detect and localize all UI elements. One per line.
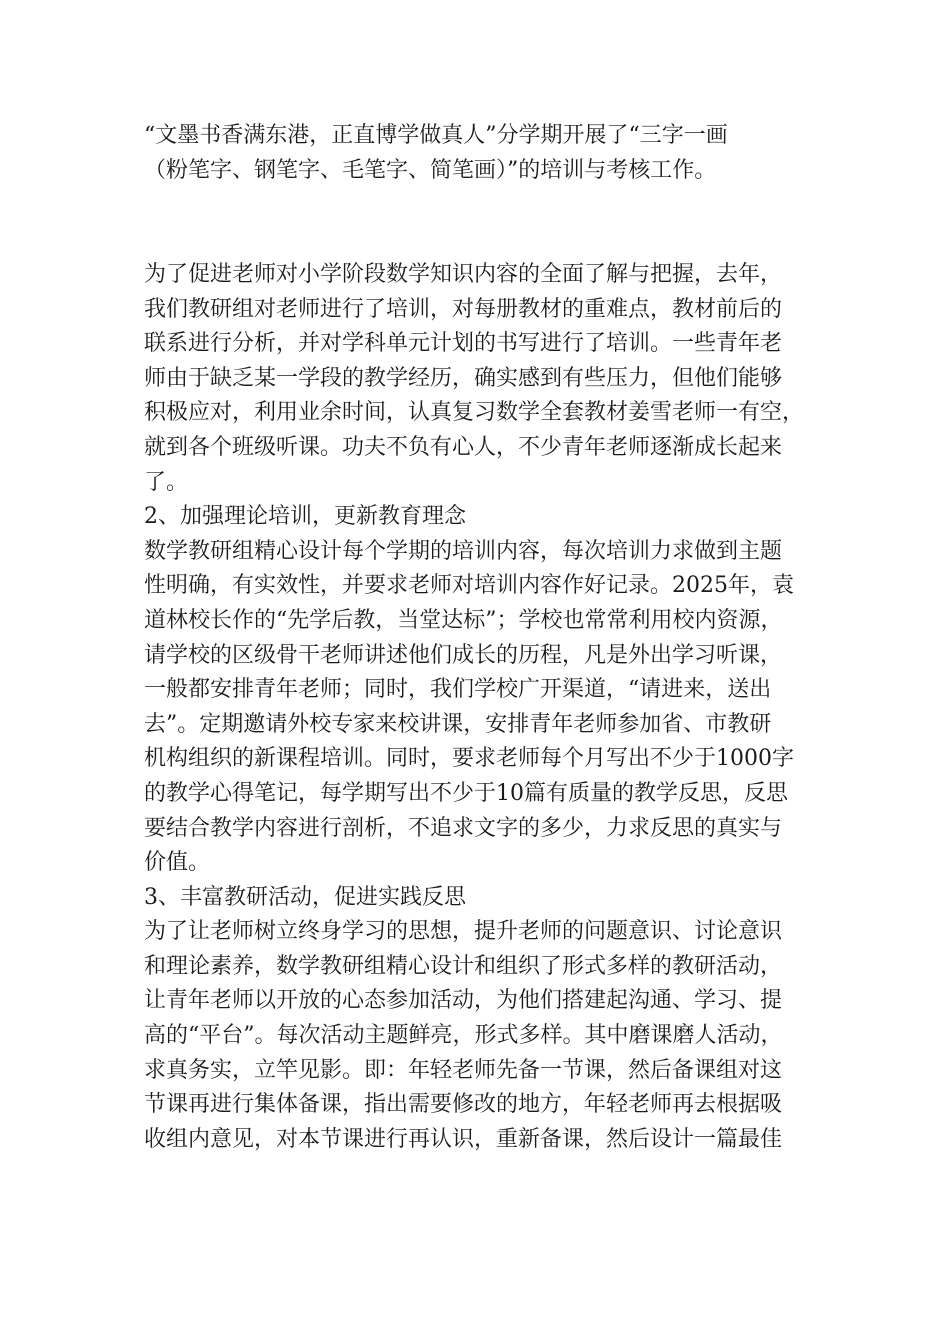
text-line: 师由于缺乏某一学段的教学经历，确实感到有些压力，但他们能够 <box>144 365 783 391</box>
text-line: 道林校长作的“先学后教，当堂达标”；学校也常常利用校内资源， <box>144 607 783 633</box>
section-heading: 3、丰富教研活动，促进实践反思 <box>144 884 466 910</box>
text-line: 为了让老师树立终身学习的思想，提升老师的问题意识、讨论意识 <box>144 919 783 945</box>
body-text <box>144 258 824 1157</box>
text-line: 和理论素养，数学教研组精心设计和组织了形式多样的教研活动， <box>144 953 783 979</box>
text-line: 去”。定期邀请外校专家来校讲课，安排青年老师参加省、市教研 <box>144 711 772 737</box>
intro-paragraph <box>144 119 824 188</box>
text-line: 了。 <box>144 469 189 495</box>
text-line: 性明确，有实效性，并要求老师对培训内容作好记录。2025年，袁 <box>144 573 794 599</box>
text-line: 请学校的区级骨干老师讲述他们成长的历程，凡是外出学习听课， <box>144 642 783 668</box>
text-line: 一般都安排青年老师；同时，我们学校广开渠道，“请进来，送出 <box>144 677 772 703</box>
text-line: （粉笔字、钢笔字、毛笔字、简笔画）”的培训与考核工作。 <box>144 157 717 183</box>
text-line: 积极应对，利用业余时间，认真复习数学全套教材姜雪老师一有空， <box>144 400 805 426</box>
text-line: 机构组织的新课程培训。同时，要求老师每个月写出不少于1000字 <box>144 746 794 772</box>
text-line: 节课再进行集体备课，指出需要修改的地方，年轻老师再去根据吸 <box>144 1092 783 1118</box>
text-line: 让青年老师以开放的心态参加活动，为他们搭建起沟通、学习、提 <box>144 988 783 1014</box>
text-line: 联系进行分析，并对学科单元计划的书写进行了培训。一些青年老 <box>144 331 783 357</box>
text-line: 的教学心得笔记，每学期写出不少于10篇有质量的教学反思，反思 <box>144 780 788 806</box>
text-line: 求真务实，立竿见影。即：年轻老师先备一节课，然后备课组对这 <box>144 1057 783 1083</box>
text-line: 价值。 <box>144 850 211 876</box>
text-line: 收组内意见，对本节课进行再认识，重新备课，然后设计一篇最佳 <box>144 1126 783 1152</box>
section-heading: 2、加强理论培训，更新教育理念 <box>144 504 466 530</box>
text-line: 数学教研组精心设计每个学期的培训内容，每次培训力求做到主题 <box>144 538 783 564</box>
text-line: “文墨书香满东港，正直博学做真人”分学期开展了“三字一画 <box>144 123 728 148</box>
text-line: 我们教研组对老师进行了培训，对每册教材的重难点，教材前后的 <box>144 296 783 322</box>
text-line: 就到各个班级听课。功夫不负有心人，不少青年老师逐渐成长起来 <box>144 434 783 460</box>
text-line: 高的“平台”。每次活动主题鲜亮，形式多样。其中磨课磨人活动， <box>144 1023 783 1049</box>
text-line: 为了促进老师对小学阶段数学知识内容的全面了解与把握，去年， <box>144 262 783 287</box>
text-line: 要结合教学内容进行剖析，不追求文字的多少，力求反思的真实与 <box>144 815 783 841</box>
